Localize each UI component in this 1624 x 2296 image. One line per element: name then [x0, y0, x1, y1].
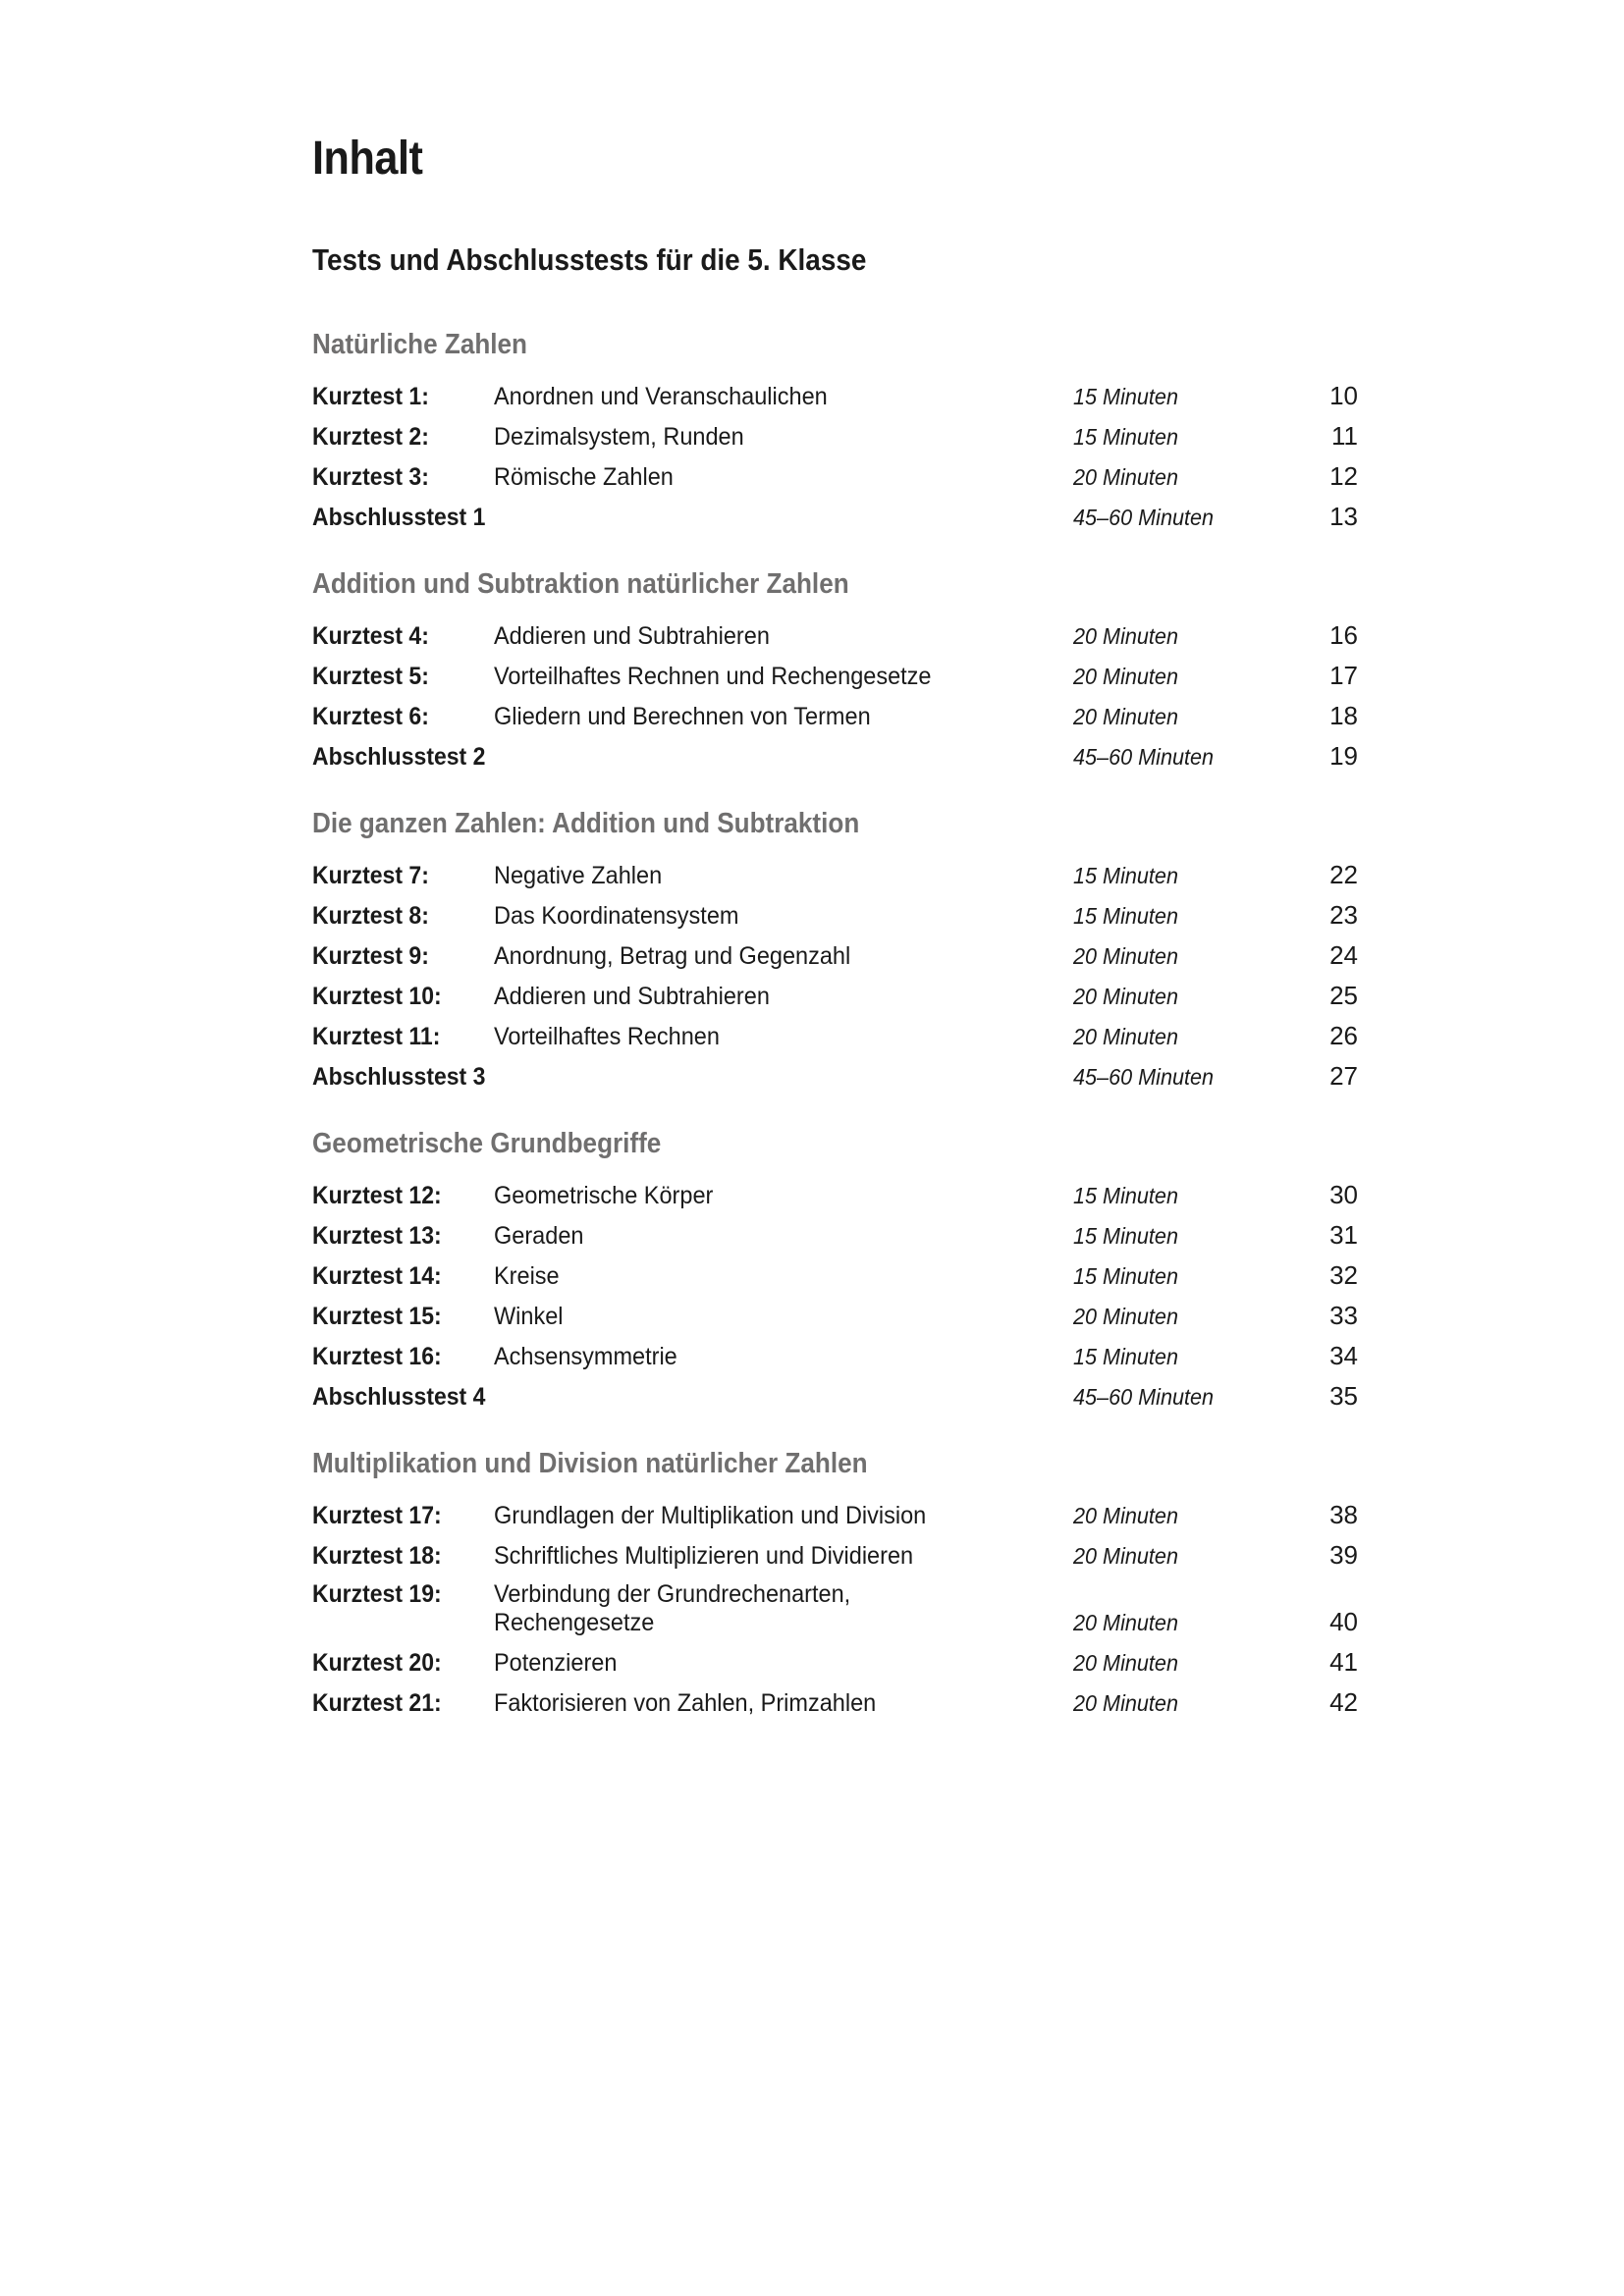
toc-section	[312, 1449, 1490, 1716]
entry-duration: 15 Minuten	[1073, 1343, 1178, 1369]
entry-title: Anordnung, Betrag und Gegenzahl	[494, 941, 851, 970]
entry-page-number: 39	[1329, 1539, 1358, 1570]
entry-title: Dezimalsystem, Runden	[494, 422, 744, 451]
toc-sections	[312, 330, 1490, 1715]
entry-duration: 20 Minuten	[1073, 622, 1178, 649]
entry-duration: 15 Minuten	[1073, 1222, 1178, 1249]
entry-duration: 20 Minuten	[1073, 663, 1178, 689]
entry-page-number: 12	[1329, 460, 1358, 491]
toc-entry-row[interactable]	[312, 1259, 1490, 1290]
toc-entry-row[interactable]	[312, 660, 1490, 690]
toc-entry-row[interactable]	[312, 1179, 1490, 1209]
entry-duration: 20 Minuten	[1073, 1542, 1178, 1569]
entry-title: Addieren und Subtrahieren	[494, 982, 770, 1010]
entry-duration: 20 Minuten	[1073, 1609, 1178, 1635]
entry-label: Kurztest 12:	[312, 1181, 442, 1209]
entry-label: Kurztest 2:	[312, 422, 429, 451]
toc-entry-row[interactable]	[312, 420, 1490, 451]
entry-label: Kurztest 17:	[312, 1501, 442, 1529]
entry-duration: 45–60 Minuten	[1073, 743, 1215, 770]
entry-page-number: 42	[1329, 1686, 1358, 1717]
entry-page-number: 34	[1329, 1340, 1358, 1370]
toc-entry-row[interactable]	[312, 1060, 1490, 1091]
entry-label: Kurztest 13:	[312, 1221, 442, 1250]
section-heading: Natürliche Zahlen	[312, 329, 527, 361]
entry-duration: 45–60 Minuten	[1073, 1383, 1215, 1410]
entry-label: Kurztest 5:	[312, 662, 429, 690]
page-title: Inhalt	[312, 133, 423, 185]
entry-title: Schriftliches Multiplizieren und Dividieren	[494, 1541, 914, 1570]
entry-label: Kurztest 3:	[312, 462, 429, 491]
section-heading: Multiplikation und Division natürlicher Zahlen	[312, 1447, 868, 1479]
entry-label: Kurztest 9:	[312, 941, 429, 970]
toc-entry-row[interactable]	[312, 460, 1490, 491]
entry-duration: 20 Minuten	[1073, 1649, 1178, 1676]
entry-duration: 15 Minuten	[1073, 423, 1178, 450]
entry-page-number: 31	[1329, 1219, 1358, 1250]
entry-duration: 15 Minuten	[1073, 902, 1178, 929]
entry-duration: 20 Minuten	[1073, 1303, 1178, 1329]
entry-label: Kurztest 4:	[312, 621, 429, 650]
toc-section	[312, 1129, 1490, 1410]
toc-entry-row[interactable]	[312, 619, 1490, 650]
toc-section	[312, 809, 1490, 1090]
entry-page-number: 32	[1329, 1259, 1358, 1290]
entry-title: Faktorisieren von Zahlen, Primzahlen	[494, 1688, 877, 1717]
entry-label: Kurztest 21:	[312, 1688, 442, 1717]
entry-duration: 20 Minuten	[1073, 703, 1178, 729]
toc-row-group	[312, 619, 1490, 771]
entry-label: Abschlusstest 1	[312, 503, 486, 531]
entry-page-number: 11	[1331, 420, 1358, 451]
toc-entry-row[interactable]	[312, 1686, 1490, 1717]
toc-entry-row[interactable]	[312, 700, 1490, 730]
entry-page-number: 25	[1329, 980, 1358, 1010]
entry-title: Gliedern und Berechnen von Termen	[494, 702, 871, 730]
entry-label: Abschlusstest 4	[312, 1382, 486, 1411]
entry-duration: 15 Minuten	[1073, 383, 1178, 409]
toc-entry-row[interactable]	[312, 980, 1490, 1010]
entry-duration: 20 Minuten	[1073, 1023, 1178, 1049]
entry-page-number: 41	[1329, 1646, 1358, 1677]
entry-page-number: 10	[1329, 380, 1358, 410]
toc-entry-row[interactable]	[312, 1300, 1490, 1330]
section-heading: Die ganzen Zahlen: Addition und Subtraktion	[312, 807, 860, 839]
toc-entry-row[interactable]	[312, 1020, 1490, 1050]
entry-duration: 45–60 Minuten	[1073, 504, 1215, 530]
toc-entry-row[interactable]	[312, 899, 1490, 930]
entry-duration: 15 Minuten	[1073, 862, 1178, 888]
entry-page-number: 40	[1329, 1606, 1358, 1636]
entry-label: Abschlusstest 3	[312, 1062, 486, 1091]
entry-title: Winkel	[494, 1302, 564, 1330]
entry-page-number: 30	[1329, 1179, 1358, 1209]
entry-label: Kurztest 14:	[312, 1261, 442, 1290]
toc-entry-row[interactable]	[312, 740, 1490, 771]
toc-entry-row[interactable]	[312, 939, 1490, 970]
entry-label: Kurztest 16:	[312, 1342, 442, 1370]
entry-title: Kreise	[494, 1261, 560, 1290]
toc-entry-row[interactable]	[312, 1499, 1490, 1529]
entry-duration: 15 Minuten	[1073, 1182, 1178, 1208]
entry-label: Kurztest 10:	[312, 982, 442, 1010]
entry-page-number: 17	[1329, 660, 1358, 690]
entry-label: Kurztest 19:	[312, 1579, 442, 1608]
entry-title: Das Koordinatensystem	[494, 901, 739, 930]
toc-row-group	[312, 859, 1490, 1091]
entry-page-number: 24	[1329, 939, 1358, 970]
entry-duration: 20 Minuten	[1073, 1689, 1178, 1716]
toc-entry-row[interactable]	[312, 1380, 1490, 1411]
entry-duration: 20 Minuten	[1073, 983, 1178, 1009]
entry-title: Potenzieren	[494, 1648, 618, 1677]
entry-label: Kurztest 18:	[312, 1541, 442, 1570]
entry-title: Addieren und Subtrahieren	[494, 621, 770, 650]
toc-entry-row[interactable]	[312, 501, 1490, 531]
toc-row-group	[312, 380, 1490, 531]
section-heading: Geometrische Grundbegriffe	[312, 1127, 662, 1159]
entry-title: Negative Zahlen	[494, 861, 663, 889]
toc-entry-row[interactable]	[312, 380, 1490, 410]
entry-label: Kurztest 11:	[312, 1022, 441, 1050]
entry-duration: 45–60 Minuten	[1073, 1063, 1215, 1090]
entry-title: Rechengesetze	[494, 1608, 655, 1636]
entry-page-number: 38	[1329, 1499, 1358, 1529]
entry-duration: 15 Minuten	[1073, 1262, 1178, 1289]
entry-title: Vorteilhaftes Rechnen und Rechengesetze	[494, 662, 932, 690]
toc-row-group	[312, 1499, 1490, 1717]
toc-entry-row[interactable]	[312, 859, 1490, 889]
entry-label: Abschlusstest 2	[312, 742, 486, 771]
entry-title: Anordnen und Veranschaulichen	[494, 382, 828, 410]
entry-page-number: 35	[1329, 1380, 1358, 1411]
entry-page-number: 16	[1329, 619, 1358, 650]
entry-page-number: 23	[1329, 899, 1358, 930]
toc-entry-row[interactable]	[312, 1539, 1490, 1570]
toc-entry-row[interactable]	[312, 1646, 1490, 1677]
toc-content	[312, 135, 1490, 1755]
entry-page-number: 22	[1329, 859, 1358, 889]
entry-title: Geraden	[494, 1221, 584, 1250]
entry-title: Vorteilhaftes Rechnen	[494, 1022, 720, 1050]
entry-title: Achsensymmetrie	[494, 1342, 677, 1370]
entry-label: Kurztest 6:	[312, 702, 429, 730]
section-heading: Addition und Subtraktion natürlicher Zahlen	[312, 567, 849, 600]
entry-duration: 20 Minuten	[1073, 942, 1178, 969]
entry-title: Römische Zahlen	[494, 462, 674, 491]
entry-title: Geometrische Körper	[494, 1181, 714, 1209]
toc-entry-row[interactable]	[312, 1219, 1490, 1250]
entry-label: Kurztest 7:	[312, 861, 429, 889]
entry-page-number: 27	[1329, 1060, 1358, 1091]
toc-section	[312, 330, 1490, 530]
entry-page-number: 13	[1329, 501, 1358, 531]
entry-label: Kurztest 15:	[312, 1302, 442, 1330]
entry-page-number: 26	[1329, 1020, 1358, 1050]
entry-label: Kurztest 20:	[312, 1648, 442, 1677]
toc-entry-row[interactable]	[312, 1340, 1490, 1370]
entry-duration: 20 Minuten	[1073, 1502, 1178, 1528]
toc-row-group	[312, 1179, 1490, 1411]
entry-label: Kurztest 8:	[312, 901, 429, 930]
toc-section	[312, 569, 1490, 770]
entry-page-number: 19	[1329, 740, 1358, 771]
toc-entry-row[interactable]	[312, 1579, 1490, 1608]
entry-page-number: 33	[1329, 1300, 1358, 1330]
entry-title: Grundlagen der Multiplikation und Division	[494, 1501, 927, 1529]
document-subtitle: Tests und Abschlusstests für die 5. Klasse	[312, 242, 867, 277]
entry-page-number: 18	[1329, 700, 1358, 730]
toc-entry-row[interactable]	[312, 1606, 1490, 1636]
entry-duration: 20 Minuten	[1073, 463, 1178, 490]
entry-title: Verbindung der Grundrechenarten,	[494, 1579, 851, 1608]
entry-label: Kurztest 1:	[312, 382, 429, 410]
